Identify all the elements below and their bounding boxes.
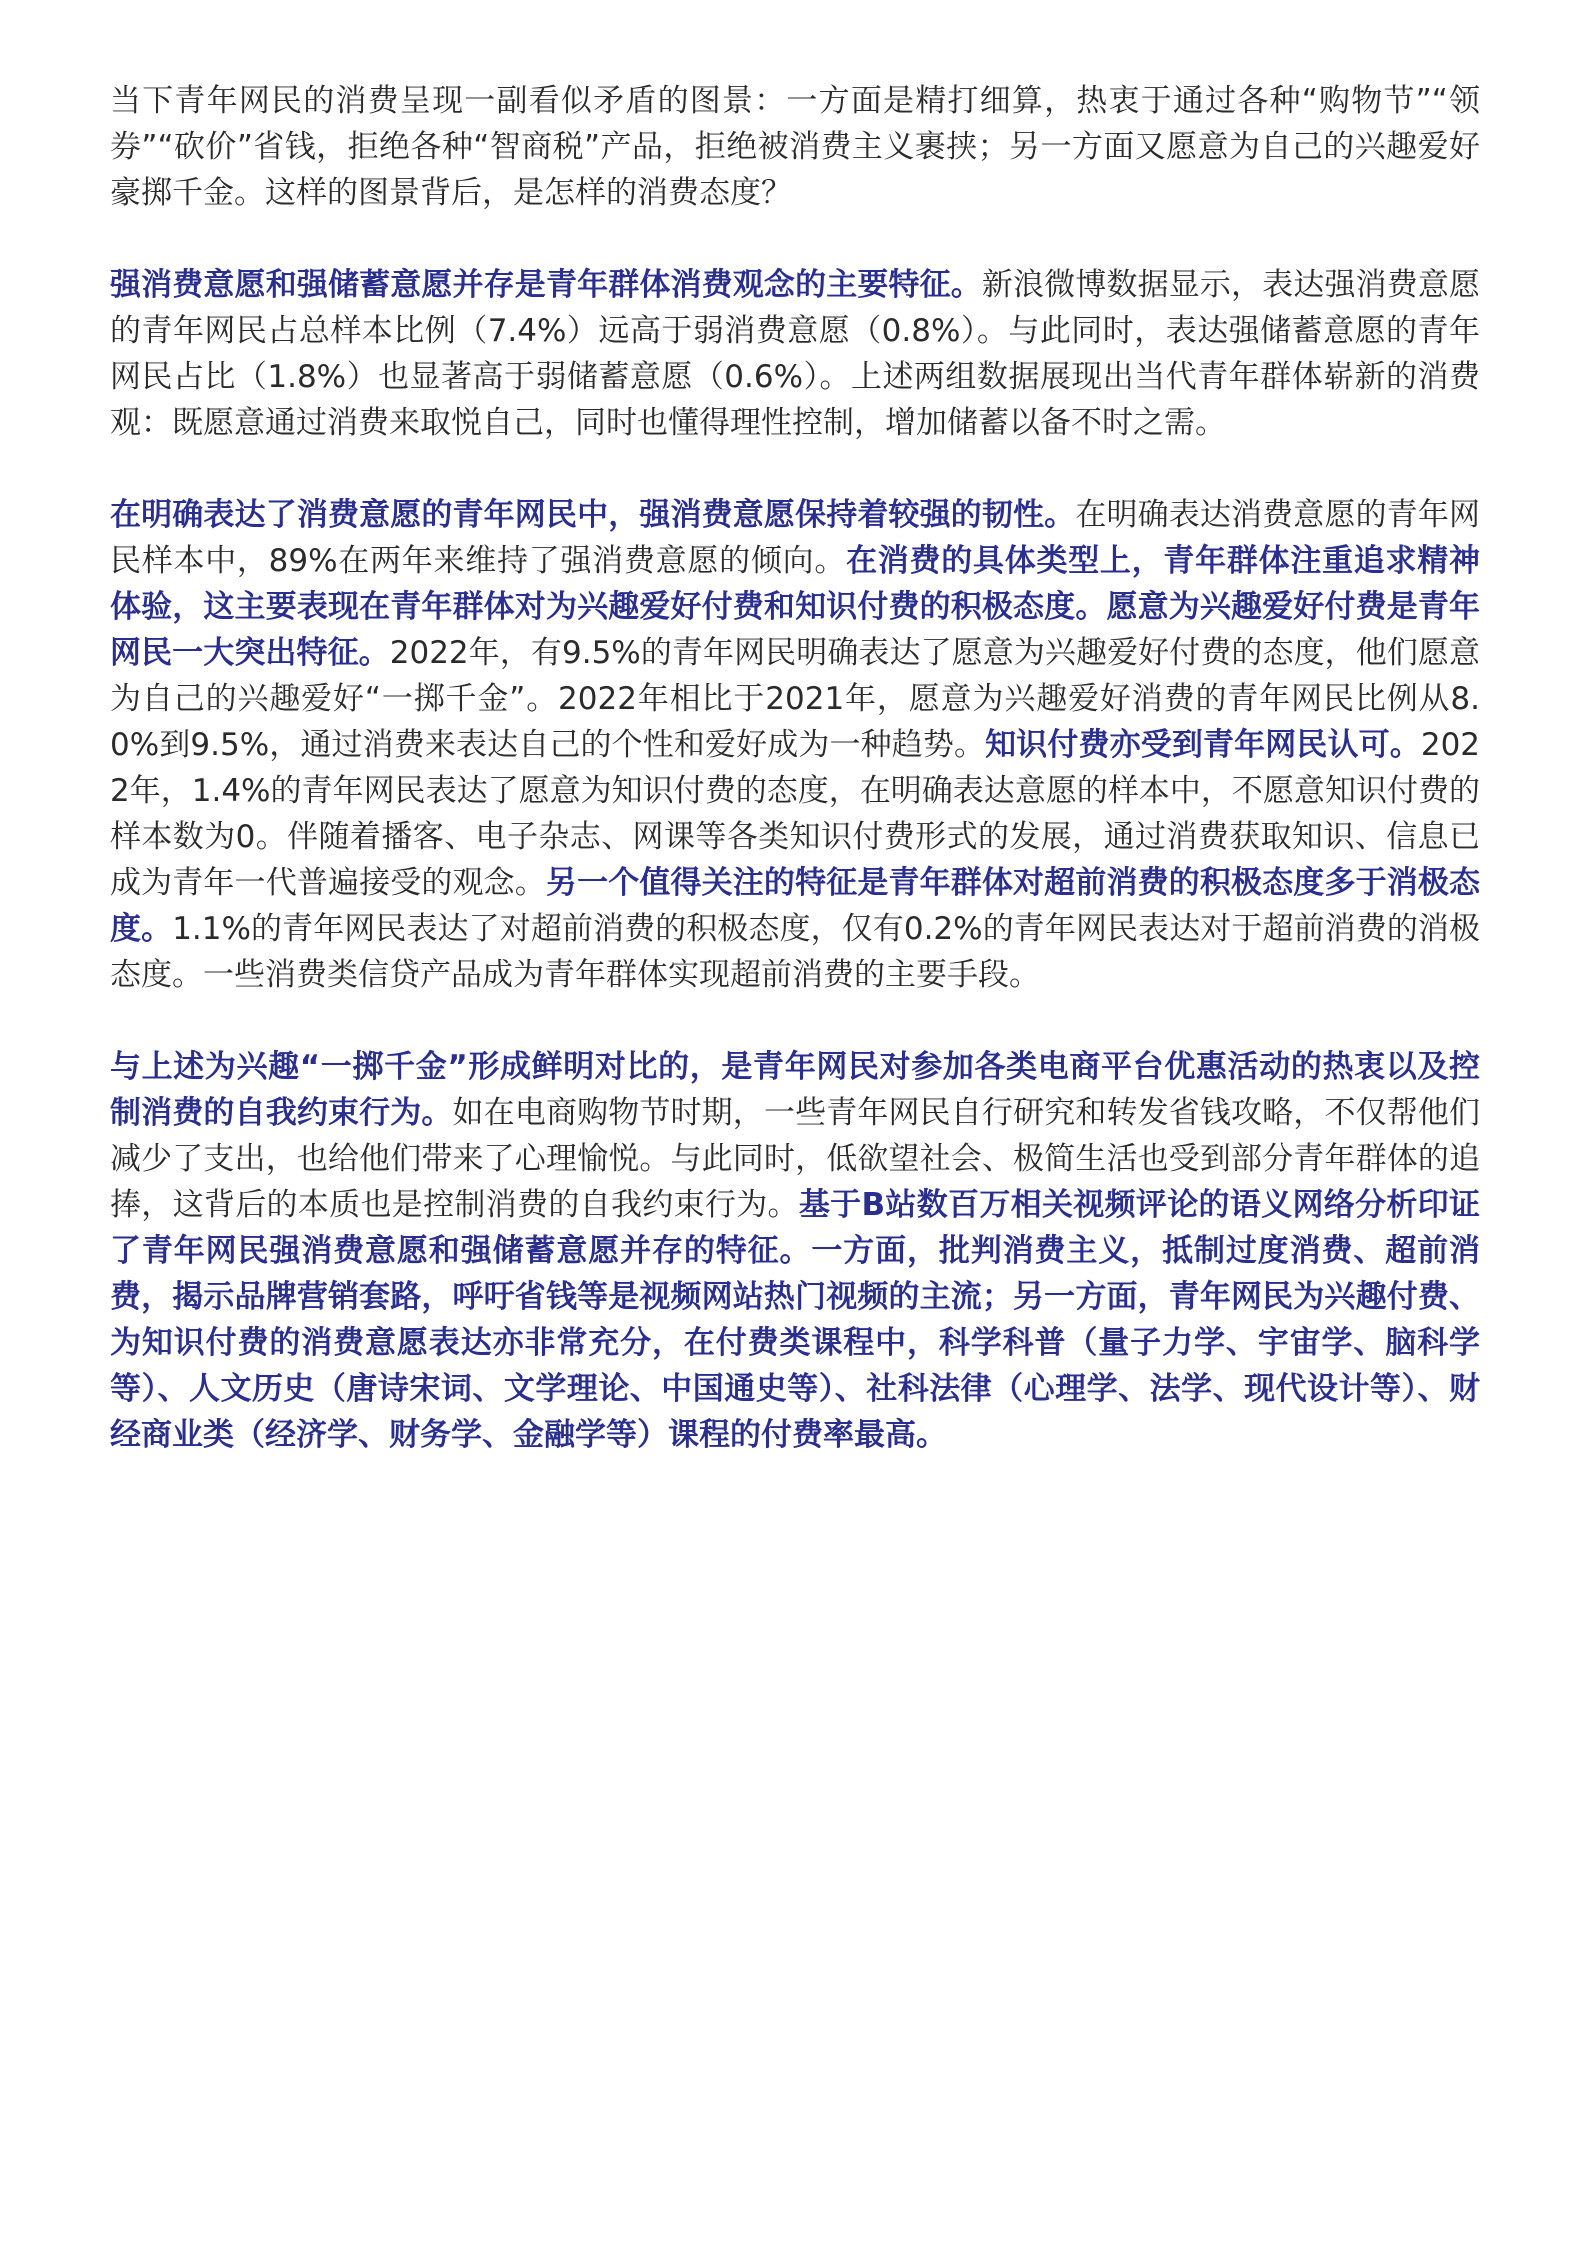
highlight-run: 基于B站数百万相关视频评论的语义网络分析印证了青年网民强消费意愿和强储蓄意愿并存的特征。一方面，批判消费主义，抵制过度消费、超前消费，揭示品牌营销套路，呼吁省钱等是视频网站热门视频的主流；另一方面，青年网民为兴趣付费、为知识付费的消费意愿表达亦非常充分，在付费类课程中，科学科普（量子力学、宇宙学、脑科学等）、人文历史（唐诗宋词、文学理论、中国通史等）、社科法律（心理学、法学、现代设计等）、财经商业类（经济学、财务学、金融学等）课程的付费率最高。 (110, 1187, 1480, 1453)
text-run: 2022年，有9.5%的青年网民明确表达了愿意为兴趣爱好付费的态度，他们愿意为自己的兴趣爱好“一掷千金”。2022年相比于2021年，愿意为兴趣爱好消费的青年网民比例从8.0%到9.5%，通过消费来表达自己的个性和爱好成为一种趋势。 (110, 635, 1481, 763)
highlight-run: 强消费意愿和强储蓄意愿并存是青年群体消费观念的主要特征。 (110, 267, 982, 303)
paragraph-spending-resilience (110, 492, 1480, 998)
highlight-run: 另一个值得关注的特征是青年群体对超前消费的积极态度多于消极态度。 (110, 865, 1480, 947)
text-run: 当下青年网民的消费呈现一副看似矛盾的图景：一方面是精打细算，热衷于通过各种“购物节”“领券”“砍价”省钱，拒绝各种“智商税”产品，拒绝被消费主义裹挟；另一方面又愿意为自己的兴趣爱好豪掷千金。这样的图景背后，是怎样的消费态度？ (110, 83, 1480, 211)
text-run: 1.1%的青年网民表达了对超前消费的积极态度，仅有0.2%的青年网民表达对于超前消费的消极态度。一些消费类信贷产品成为青年群体实现超前消费的主要手段。 (110, 911, 1481, 993)
paragraph-self-restraint (110, 1044, 1480, 1458)
document-body (110, 78, 1480, 1504)
text-run: 2022年，1.4%的青年网民表达了愿意为知识付费的态度，在明确表达意愿的样本中，不愿意知识付费的样本数为0。伴随着播客、电子杂志、网课等各类知识付费形式的发展，通过消费获取知识、信息已成为青年一代普遍接受的观念。 (110, 727, 1481, 901)
paragraph-consumption-saving (110, 262, 1480, 446)
highlight-run: 在明确表达了消费意愿的青年网民中，强消费意愿保持着较强的韧性。 (110, 497, 1076, 533)
paragraph-intro (110, 78, 1480, 216)
text-run: 在明确表达消费意愿的青年网民样本中，89%在两年来维持了强消费意愿的倾向。 (110, 497, 1481, 579)
highlight-run: 在消费的具体类型上，青年群体注重追求精神体验，这主要表现在青年群体对为兴趣爱好付费和知识付费的积极态度。愿意为兴趣爱好付费是青年网民一大突出特征。 (110, 543, 1481, 671)
text-run: 如在电商购物节时期，一些青年网民自行研究和转发省钱攻略，不仅帮他们减少了支出，也给他们带来了心理愉悦。与此同时，低欲望社会、极简生活也受到部分青年群体的追捧，这背后的本质也是控制消费的自我约束行为。 (110, 1095, 1481, 1223)
highlight-run: 与上述为兴趣“一掷千金”形成鲜明对比的，是青年网民对参加各类电商平台优惠活动的热衷以及控制消费的自我约束行为。 (110, 1049, 1480, 1131)
highlight-run: 知识付费亦受到青年网民认可。 (985, 727, 1421, 763)
text-run: 新浪微博数据显示，表达强消费意愿的青年网民占总样本比例（7.4%）远高于弱消费意愿（0.8%）。与此同时，表达强储蓄意愿的青年网民占比（1.8%）也显著高于弱储蓄意愿（0.6%）。上述两组数据展现出当代青年群体崭新的消费观：既愿意通过消费来取悦自己，同时也懂得理性控制，增加储蓄以备不时之需。 (110, 267, 1480, 441)
